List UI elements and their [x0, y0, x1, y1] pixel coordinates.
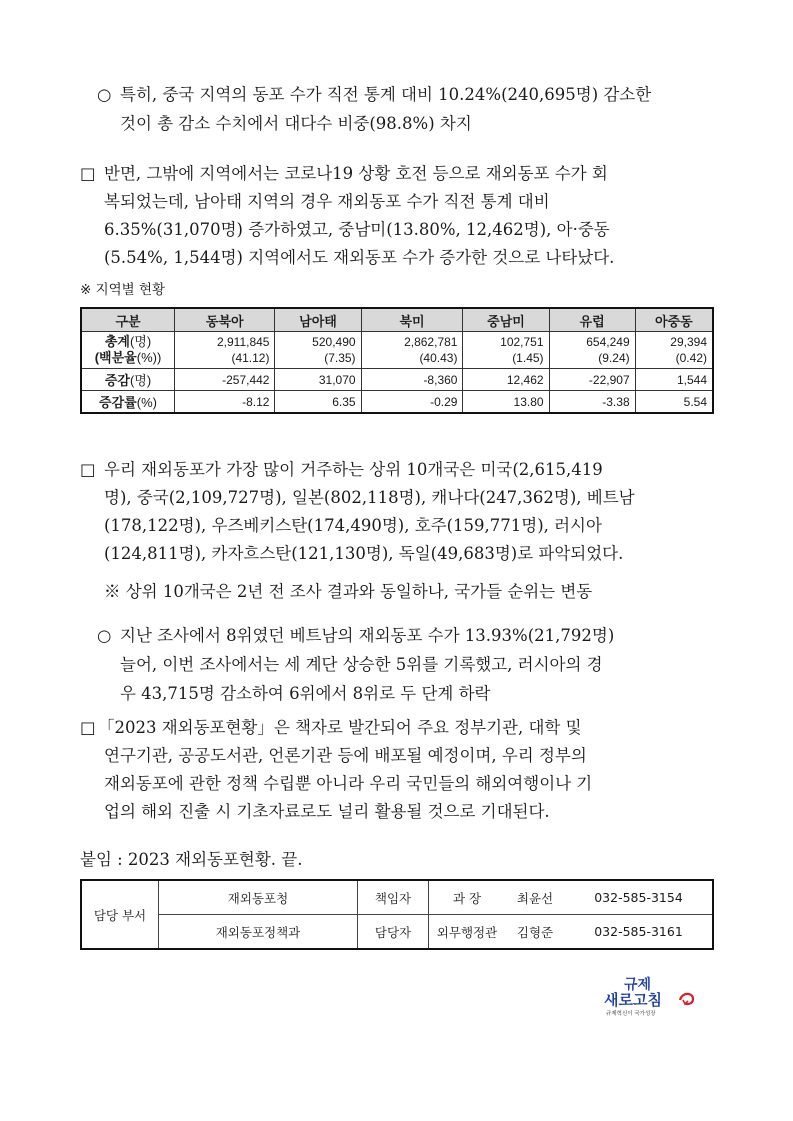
paragraph-publication-line-1: 「2023 재외동포현황」은 책자로 발간되어 주요 정부기관, 대학 및: [98, 718, 582, 737]
paragraph-other-regions-line-2: 복되었는데, 남아태 지역의 경우 재외동포 수가 직전 통계 대비: [104, 192, 550, 211]
square-bullet-icon: □: [80, 164, 96, 183]
sub-bullet-china-line-2: 것이 총 감소 수치에서 대다수 비중(98.8%) 차지: [120, 114, 472, 133]
paragraph-other-regions-line-3: 6.35%(31,070명) 증가하였고, 중남미(13.80%, 12,462명), 아·중동: [104, 220, 610, 239]
attachment-line: 붙임 : 2023 재외동포현황. 끝.: [80, 850, 303, 869]
rate-cell: 6.35: [275, 391, 361, 414]
header-cell: 동북아: [175, 308, 275, 332]
header-cell: 유럽: [549, 308, 635, 332]
sub-bullet-vietnam-russia-line-2: 늘어, 이번 조사에서는 세 계단 상승한 5위를 기록했고, 러시아의 경: [120, 655, 603, 674]
sub-bullet-vietnam-russia-line-1: 지난 조사에서 8위였던 베트남의 재외동포 수가 13.93%(21,792명): [120, 626, 615, 645]
paragraph-top-countries-line-1: 우리 재외동포가 가장 많이 거주하는 상위 10개국은 미국(2,615,419: [104, 460, 603, 479]
change-cell: -257,442: [175, 369, 275, 391]
contact-table: [80, 879, 714, 950]
rate-cell: 5.54: [635, 391, 713, 414]
change-cell: -22,907: [549, 369, 635, 391]
circle-bullet-icon: ○: [97, 85, 112, 104]
table-caption: ※ 지역별 현황: [80, 282, 166, 298]
circle-bullet-icon: ○: [97, 626, 112, 645]
logo-graphic: [596, 970, 714, 1020]
header-cell: 남아태: [275, 308, 361, 332]
regulation-refresh-logo: [596, 970, 714, 1020]
row-label-total: 총계(명) (백분율(%)): [81, 332, 175, 369]
name-cell: 김형준: [505, 915, 565, 950]
table-row-change: [81, 369, 713, 391]
paragraph-top-countries-line-2: 명), 중국(2,109,727명), 일본(802,118명), 캐나다(247,362명), 베트남: [104, 488, 635, 507]
row-label-change: 증감(명): [81, 369, 175, 391]
paragraph-top-countries-line-3: (178,122명), 우즈베키스탄(174,490명), 호주(159,771명), 러시아: [104, 516, 602, 535]
rate-cell: -3.38: [549, 391, 635, 414]
change-cell: 12,462: [463, 369, 549, 391]
paragraph-publication-line-2: 연구기관, 공공도서관, 언론기관 등에 배포될 예정이며, 우리 정부의: [104, 746, 587, 765]
contact-row: [81, 915, 713, 950]
header-cell: 구분: [81, 308, 175, 332]
sub-bullet-china-line-1: 특히, 중국 지역의 동포 수가 직전 통계 대비 10.24%(240,695명) 감소한: [120, 85, 652, 104]
header-cell: 중남미: [463, 308, 549, 332]
role-label: 담당자: [358, 915, 429, 950]
paragraph-other-regions-line-1: 반면, 그밖에 지역에서는 코로나19 상황 호전 등으로 재외동포 수가 회: [104, 164, 608, 183]
header-cell: 북미: [361, 308, 463, 332]
phone-cell: 032-585-3154: [565, 880, 713, 915]
regions-table: [80, 307, 714, 414]
square-bullet-icon: □: [80, 460, 96, 479]
row-label-rate: 증감률(%): [81, 391, 175, 414]
name-cell: 최윤선: [505, 880, 565, 915]
paragraph-top-countries-line-4: (124,811명), 카자흐스탄(121,130명), 독일(49,683명)로 파악되었다.: [104, 544, 624, 563]
header-cell: 아중동: [635, 308, 713, 332]
dept-label: 담당 부서: [81, 880, 159, 949]
rate-cell: 13.80: [463, 391, 549, 414]
phone-cell: 032-585-3161: [565, 915, 713, 950]
title-cell: 외무행정관: [429, 915, 506, 950]
logo-line-1: 규제: [624, 977, 652, 993]
contact-row: [81, 880, 713, 915]
table-header-row: [81, 308, 713, 332]
total-cell: 654,249 (9.24): [549, 332, 635, 369]
sub-bullet-vietnam-russia-line-3: 우 43,715명 감소하여 6위에서 8위로 두 단계 하락: [120, 684, 491, 703]
rate-cell: -8.12: [175, 391, 275, 414]
org-name: 재외동포청: [159, 880, 358, 915]
title-cell: 과 장: [429, 880, 506, 915]
logo-tagline: 규제혁신이 국가성장: [606, 1011, 656, 1017]
change-cell: 31,070: [275, 369, 361, 391]
total-cell: 2,911,845 (41.12): [175, 332, 275, 369]
paragraph-publication-line-4: 업의 해외 진출 시 기초자료로도 널리 활용될 것으로 기대된다.: [104, 802, 550, 821]
logo-line-2: 새로고침: [604, 991, 662, 1009]
role-label: 책임자: [358, 880, 429, 915]
square-bullet-icon: □: [80, 718, 96, 737]
paragraph-publication-line-3: 재외동포에 관한 정책 수립뿐 아니라 우리 국민들의 해외여행이나 기: [104, 774, 593, 793]
change-cell: -8,360: [361, 369, 463, 391]
total-cell: 29,394 (0.42): [635, 332, 713, 369]
table-row-rate: [81, 391, 713, 414]
table-row-total: [81, 332, 713, 369]
note-ranking-changed: ※ 상위 10개국은 2년 전 조사 결과와 동일하나, 국가들 순위는 변동: [104, 582, 593, 601]
total-cell: 520,490 (7.35): [275, 332, 361, 369]
total-cell: 2,862,781 (40.43): [361, 332, 463, 369]
division-name: 재외동포정책과: [159, 915, 358, 950]
change-cell: 1,544: [635, 369, 713, 391]
total-cell: 102,751 (1.45): [463, 332, 549, 369]
rate-cell: -0.29: [361, 391, 463, 414]
paragraph-other-regions-line-4: (5.54%, 1,544명) 지역에서도 재외동포 수가 증가한 것으로 나타났다.: [104, 248, 615, 267]
